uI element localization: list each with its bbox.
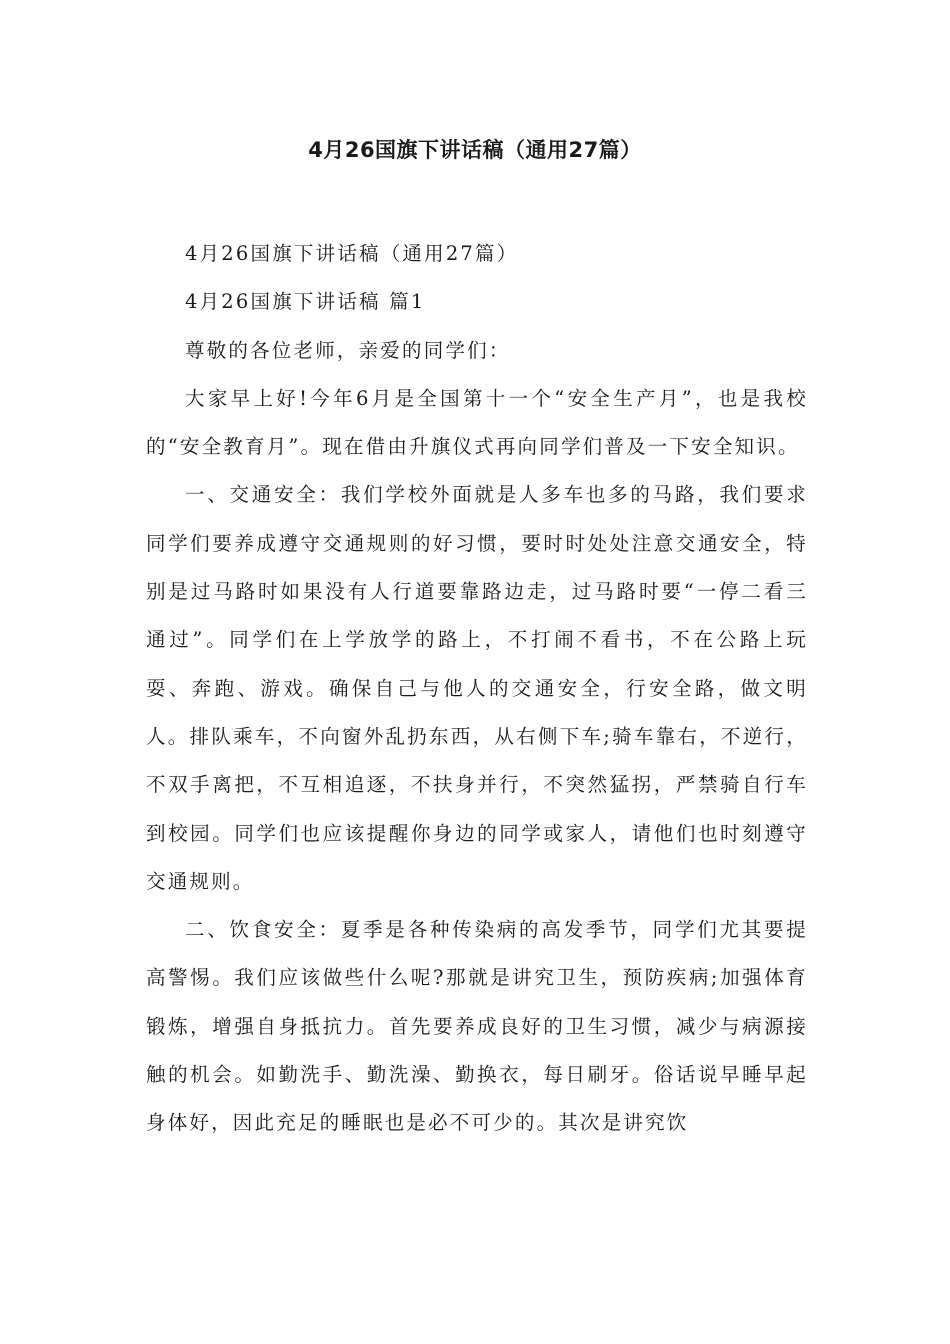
body-paragraph: 一、交通安全：我们学校外面就是人多车也多的马路，我们要求同学们要养成遵守交通规则的好习惯，要时时处处注意交通安全，特别是过马路时如果没有人行道要靠路边走，过马路时要“一停二看三通过”。同学们在上学放学的路上，不打闹不看书，不在公路上玩耍、奔跑、游戏。确保自己与他人的交通安全，行安全路，做文明人。排队乘车，不向窗外乱扔东西，从右侧下车;骑车靠右，不逆行，不双手离把，不互相追逐，不扶身并行，不突然猛拐，严禁骑自行车到校园。同学们也应该提醒你身边的同学或家人，请他们也时刻遵守交通规则。 [146,483,808,893]
document-title: 4月26国旗下讲话稿（通用27篇） [308,138,642,162]
subtitle-paragraph: 4月26国旗下讲话稿（通用27篇） [185,242,519,265]
document-body [146,230,808,1148]
salutation-paragraph: 尊敬的各位老师，亲爱的同学们： [185,338,511,362]
section-heading: 4月26国旗下讲话稿 篇1 [185,290,426,314]
body-paragraph: 大家早上好!今年6月是全国第十一个“安全生产月”，也是我校的“安全教育月”。现在借由升旗仪式再向同学们普及一下安全知识。 [146,386,808,459]
body-paragraph: 二、饮食安全：夏季是各种传染病的高发季节，同学们尤其要提高警惕。我们应该做些什么呢?那就是讲究卫生，预防疾病;加强体育锻炼，增强自身抵抗力。首先要养成良好的卫生习惯，减少与病源接触的机会。如勤洗手、勤洗澡、勤换衣，每日刷牙。俗话说早睡早起身体好，因此充足的睡眠也是必不可少的。其次是讲究饮 [146,918,808,1135]
